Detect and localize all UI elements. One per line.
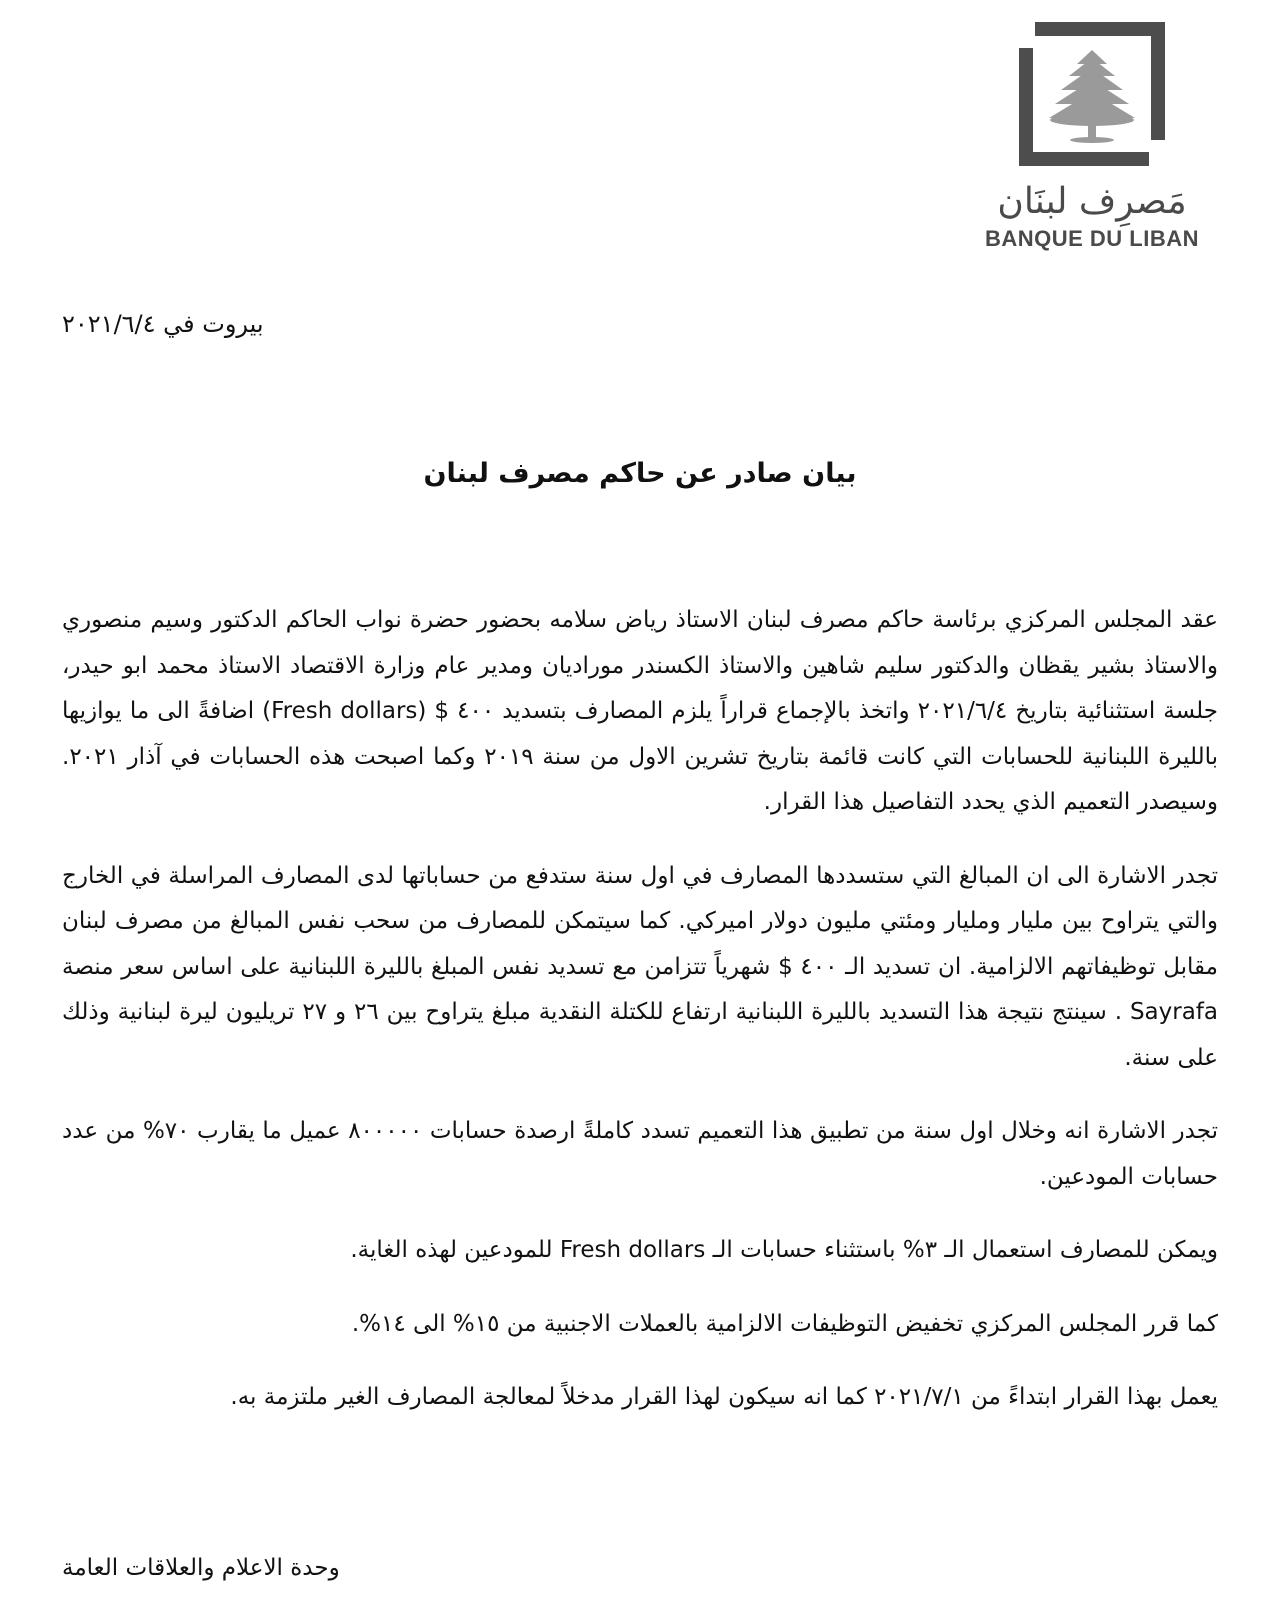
banque-du-liban-logo bbox=[982, 20, 1202, 252]
paragraph: تجدر الاشارة انه وخلال اول سنة من تطبيق هذا التعميم تسدد كاملةً ارصدة حسابات ٨٠٠٠٠٠ عميل ما يقارب ٧٠% من عدد حسابات المودعين. bbox=[62, 1118, 1218, 1190]
statement-body bbox=[62, 598, 1218, 1449]
cedar-tree-icon bbox=[1017, 20, 1167, 168]
paragraph: ويمكن للمصارف استعمال الـ ٣% باستثناء حسابات الـ Fresh dollars للمودعين لهذه الغاية. bbox=[350, 1237, 1218, 1263]
footer-signature: وحدة الاعلام والعلاقات العامة bbox=[62, 1555, 340, 1581]
logo-french-name: BANQUE DU LIBAN bbox=[984, 225, 1200, 251]
paragraph: يعمل بهذا القرار ابتداءً من ٢٠٢١/٧/١ كما انه سيكون لهذا القرار مدخلاً لمعالجة المصارف الغير ملتزمة به. bbox=[230, 1384, 1218, 1410]
document-title: بيان صادر عن حاكم مصرف لبنان bbox=[423, 458, 857, 489]
date-line: بيروت في ٢٠٢١/٦/٤ bbox=[62, 310, 264, 338]
logo-arabic-name: مَصرِف لبنَان bbox=[997, 181, 1187, 222]
paragraph: تجدر الاشارة الى ان المبالغ التي ستسددها المصارف في اول سنة ستدفع من حساباتها لدى المصارف المراسلة في الخارج والتي يتراوح بين مليار ومليار ومئتي مليون دولار اميركي. كما سيتمكن للمصارف من سحب نفس المبالغ من مصرف لبنان مقابل توظيفاتهم الالزامية. ان تسديد الـ ٤٠٠ $ شهرياً تتزامن مع تسديد نفس المبلغ بالليرة اللبنانية على اساس سعر منصة Sayrafa . سينتج نتيجة هذا التسديد بالليرة اللبنانية ارتفاع للكتلة النقدية مبلغ يتراوح بين ٢٦ و ٢٧ تريليون ليرة لبنانية وذلك على سنة. bbox=[62, 862, 1218, 1071]
paragraph: عقد المجلس المركزي برئاسة حاكم مصرف لبنان الاستاذ رياض سلامه بحضور حضرة نواب الحاكم الدكتور وسيم منصوري والاستاذ بشير يقظان والدكتور سليم شاهين والاستاذ الكسندر موراديان ومدير عام وزارة الاقتصاد الاستاذ محمد ابو حيدر، جلسة استثنائية بتاريخ ٢٠٢١/٦/٤ واتخذ بالإجماع قراراً يلزم المصارف بتسديد ٤٠٠ $ (Fresh dollars) اضافةً الى ما يوازيها بالليرة اللبنانية للحسابات التي كانت قائمة بتاريخ تشرين الاول من سنة ٢٠١٩ وكما اصبحت هذه الحسابات في آذار ٢٠٢١. وسيصدر التعميم الذي يحدد التفاصيل هذا القرار. bbox=[62, 607, 1218, 815]
paragraph: كما قرر المجلس المركزي تخفيض التوظيفات الالزامية بالعملات الاجنبية من ١٥% الى ١٤%. bbox=[351, 1310, 1218, 1337]
